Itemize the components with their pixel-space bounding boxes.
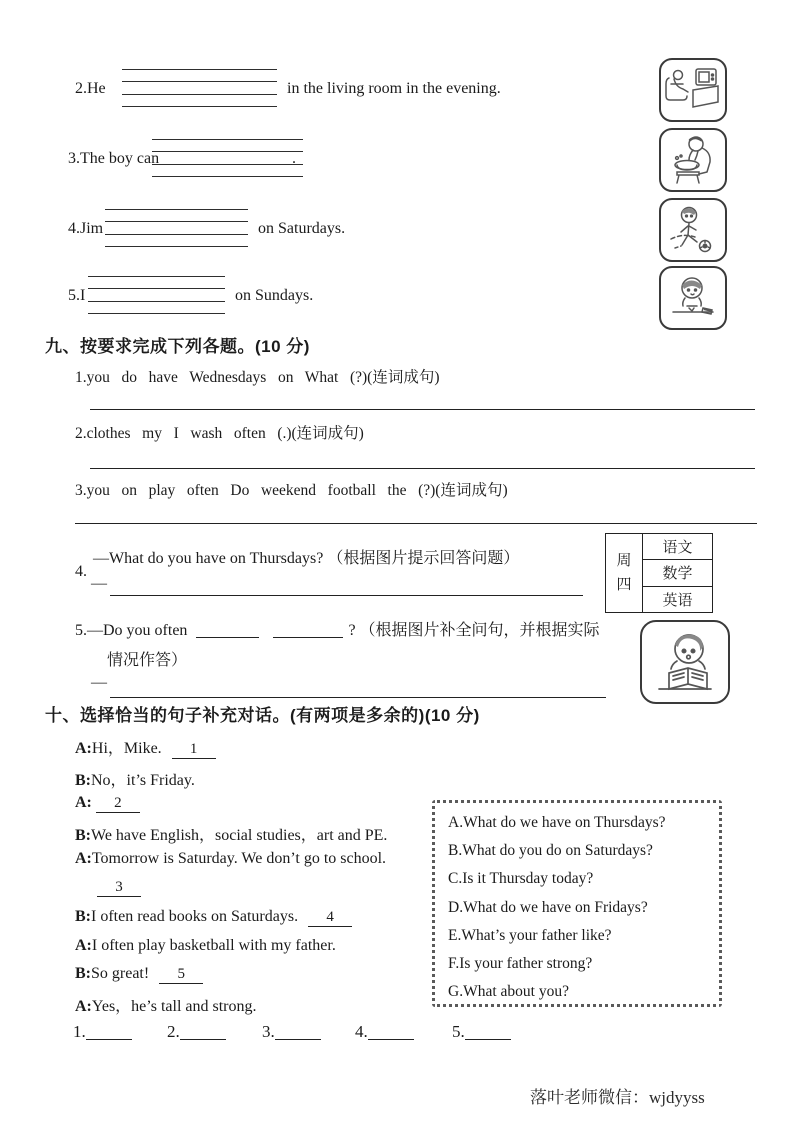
dialog-line [75,965,203,984]
answer-line-4[interactable] [110,595,583,596]
dialog-line [75,908,352,927]
answer-slot-1 [73,1022,132,1042]
answer-slot-5 [452,1022,511,1042]
dialog-text: So great! [91,965,150,982]
item-3-suffix: . [292,150,296,167]
dialog-text: I often read books on Saturdays. [91,908,299,925]
item-4-label: 4.Jim [68,220,104,237]
blank-number: 5 [177,966,185,982]
q5-dash: — [91,674,107,691]
answer-slot-blank[interactable] [465,1024,511,1040]
boy-washing-clothes-icon [659,128,727,192]
option-e: E.What’s your father like? [448,926,612,944]
dialog-text: I often play basketball with my father. [91,937,336,954]
dialog-blank-5[interactable] [159,967,203,984]
dialog-blank-2[interactable] [96,796,140,813]
item-5-suffix: on Sundays. [235,287,314,304]
dialog-line [75,850,386,868]
q4-dash: — [91,575,107,592]
answer-slot-label: 5. [452,1022,465,1041]
writing-grid[interactable] [122,69,277,107]
answer-slot-blank[interactable] [180,1024,226,1040]
timetable-subject: 英语 [643,586,712,612]
dialog-blank-1[interactable] [172,742,216,759]
boy-watching-tv-icon [659,58,727,122]
speaker-label: B: [75,772,91,789]
teacher-wechat-footer: 落叶老师微信：wjdyyss [530,1088,705,1107]
q5-line [75,622,600,640]
dialog-line [75,937,336,955]
option-g: G.What about you? [448,983,569,1001]
option-f: F.Is your father strong? [448,955,593,973]
scramble-item-1: 1.you do have Wednesdays on What (?)(连词成句) [75,369,440,386]
q4-question: —What do you have on Thursdays? （根据图片提示回答问题） [93,550,520,567]
timetable-day-cell [606,534,643,612]
dialog-text: Hi，Mike. [91,740,162,757]
answer-line-5[interactable] [110,697,606,698]
speaker-label: A: [75,740,92,757]
answer-slot-blank[interactable] [368,1024,414,1040]
speaker-label: A: [75,794,92,811]
options-box [432,800,722,1007]
scramble-item-3: 3.you on play often Do weekend football the (?)(连词成句) [75,482,508,499]
dialog-text: No，it’s Friday. [91,772,195,789]
q5-blank-2[interactable] [273,622,343,638]
answer-line-1[interactable] [90,409,755,410]
blank-number: 3 [115,879,123,895]
dialog-line [75,735,216,759]
boy-doing-homework-icon [659,266,727,330]
item-2-label: 2.He [75,80,106,97]
q5-blank-1[interactable] [196,622,259,638]
timetable-day-bottom: 四 [616,577,632,593]
blank-number: 1 [189,741,198,757]
speaker-label: A: [75,998,92,1015]
timetable-day-top: 周 [616,553,632,569]
answer-slot-2 [167,1022,226,1042]
answer-slot-3 [262,1022,321,1042]
writing-grid[interactable] [105,209,248,247]
timetable-subject: 数学 [643,559,712,585]
dialog-text: We have English，social studies，art and PE. [91,827,388,844]
item-5-label: 5.I [68,287,86,304]
item-2-suffix: in the living room in the evening. [287,80,501,97]
answer-line-2[interactable] [90,468,755,469]
answer-line-3[interactable] [75,523,757,524]
boy-playing-football-icon [659,198,727,262]
speaker-label: B: [75,965,91,982]
option-b: B.What do you do on Saturdays? [448,842,653,860]
boy-reading-book-icon [640,620,730,704]
timetable-subject: 语文 [662,540,693,557]
speaker-label: A: [75,850,92,867]
answer-slot-label: 1. [73,1022,86,1041]
dialog-blank-4[interactable] [308,910,352,927]
q4-number: 4. [75,563,87,580]
answer-slot-label: 2. [167,1022,180,1041]
answer-slot-blank[interactable] [86,1024,132,1040]
item-4-suffix: on Saturdays. [258,220,346,237]
option-c: C.Is it Thursday today? [448,870,594,888]
scramble-item-2: 2.clothes my I wash often (.)(连词成句) [75,425,364,442]
writing-grid[interactable] [152,139,303,177]
q5-qmark: ? [348,622,356,639]
answer-slot-4 [355,1022,414,1042]
q5-prefix: 5.—Do you often [75,622,188,639]
option-d: D.What do we have on Fridays? [448,898,648,916]
dialog-line [75,993,257,1016]
option-a: A.What do we have on Thursdays? [448,814,666,831]
dialog-line [97,878,141,897]
dialog-blank-3[interactable] [97,880,141,897]
blank-number: 4 [326,909,334,925]
dialog-text: Yes，he’s tall and strong. [91,998,257,1015]
speaker-label: A: [75,937,92,954]
dialog-line [75,794,140,813]
q5-note-1: （根据图片补全问句，并根据实际 [359,622,600,639]
section-nine-title: 九、按要求完成下列各题。(10 分) [45,337,310,356]
speaker-label: B: [75,908,91,925]
writing-grid[interactable] [88,276,225,314]
blank-number: 2 [114,795,122,811]
dialog-line [75,767,195,790]
answer-slot-blank[interactable] [275,1024,321,1040]
dialog-text: Tomorrow is Saturday. We don’t go to school. [91,850,387,867]
answer-slot-label: 4. [355,1022,368,1041]
item-3-label: 3.The boy can [68,150,160,167]
section-ten-title: 十、选择恰当的句子补充对话。(有两项是多余的)(10 分) [45,706,480,725]
speaker-label: B: [75,827,91,844]
thursday-timetable [605,533,713,613]
q5-note-2: 情况作答） [107,652,188,669]
answer-slot-label: 3. [262,1022,275,1041]
dialog-line [75,822,387,845]
